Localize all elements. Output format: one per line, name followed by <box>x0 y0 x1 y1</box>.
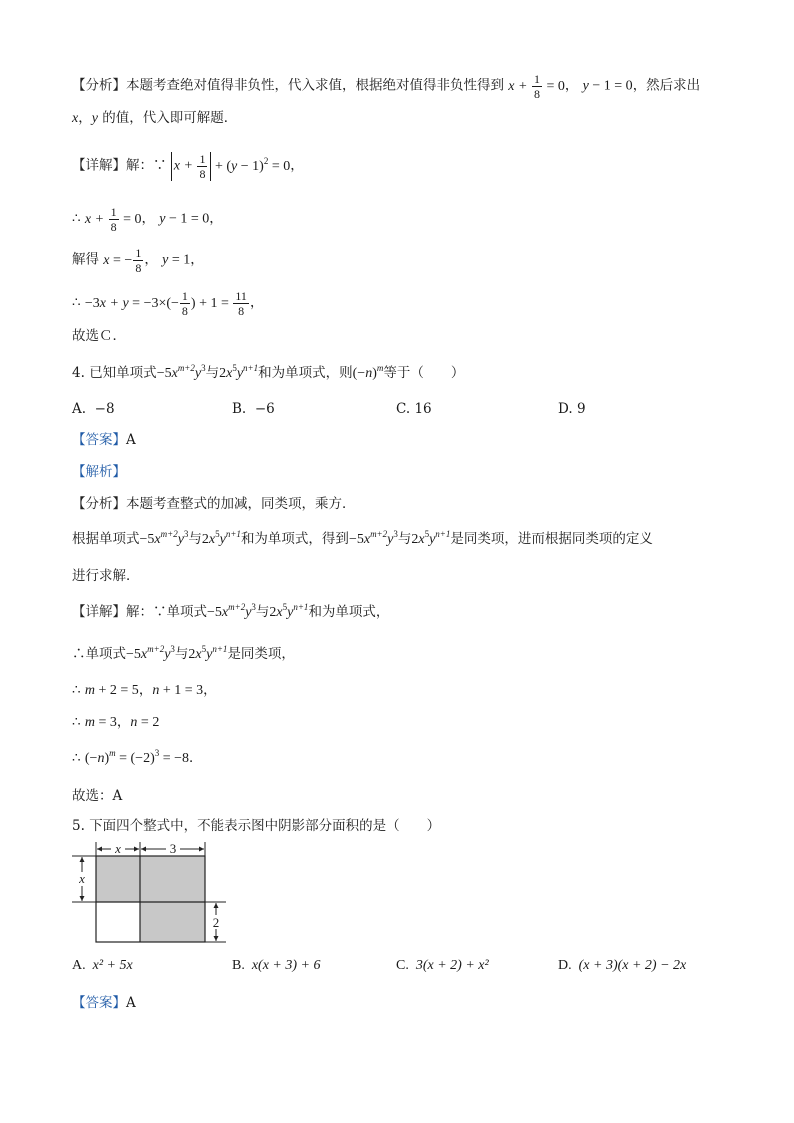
option-c[interactable]: C. 3(x + 2) + x² <box>396 958 489 973</box>
math-step: ∴ $(-n)^m = (-2)^3 = -8$． <box>72 748 203 766</box>
label-x-side: x <box>79 871 85 886</box>
reason-text: 与 <box>397 531 412 547</box>
stem-text: 与 <box>205 365 220 381</box>
q3-analysis-line2: x，y 的值，代入即可解题． <box>72 110 238 126</box>
reason-text: 与 <box>188 531 202 547</box>
monomial: $-5x^{m+2}y^3$ <box>156 363 206 381</box>
stem-text: 和为单项式，则 <box>258 365 353 381</box>
detail-tag: 【详解】 <box>72 604 126 620</box>
math-step: ∴ −3x + y = −3×(− $\frac{1}{8}$ ) + 1 = $\frac{11}{8}$ ， <box>72 289 264 318</box>
monomial: $-5x^{m+2}y^3$ <box>126 644 175 662</box>
question-number: 5. <box>72 818 85 834</box>
reason-text: 是同类项，进而根据同类项的定义 <box>450 531 653 547</box>
detail-text: 和为单项式， <box>308 604 390 620</box>
label-2: 2 <box>212 915 220 930</box>
q4-analysis <box>72 494 356 514</box>
shaded-square <box>96 856 140 902</box>
math-step: ∴ m = 3，n = 2 <box>72 714 160 730</box>
reason-text: 根据单项式 <box>72 531 140 547</box>
option-a[interactable]: A. x² + 5x <box>72 958 133 973</box>
area-figure <box>70 840 240 950</box>
question-number: 4. <box>72 365 85 381</box>
q4-options <box>72 399 672 419</box>
label-x-top: x <box>115 841 121 856</box>
q4-stem <box>72 363 464 384</box>
expression: $(-n)^m$ <box>352 363 384 381</box>
q4-answer <box>72 430 136 450</box>
monomial: $2x^5y^{n+1}$ <box>269 602 309 620</box>
detail-text: 解：∵ <box>126 157 167 174</box>
q4-reason-line1 <box>72 529 653 550</box>
monomial: $-5x^{m+2}y^3$ <box>139 529 189 547</box>
stem-text: 下面四个整式中，不能表示图中阴影部分面积的是（ ） <box>89 818 441 834</box>
option-d[interactable]: D. (x + 3)(x + 2) − 2x <box>558 958 687 973</box>
monomial: $-5x^{m+2}y^3$ <box>348 529 398 547</box>
monomial: $2x^5y^{n+1}$ <box>201 529 241 547</box>
answer-tag: 【答案】 <box>72 432 126 448</box>
math-vars: y <box>91 111 98 126</box>
analysis-tag: 【分析】 <box>72 496 126 512</box>
option-c[interactable]: C. 16 <box>396 401 432 417</box>
math-step: 解得 x = − $\frac{1}{8}$ ， y = 1， <box>72 246 204 275</box>
analysis-text: 本题考查整式的加减，同类项，乘方． <box>126 496 356 512</box>
math-step: ∴ m + 2 = 5，n + 1 = 3， <box>72 682 217 698</box>
math-vars: x <box>72 111 79 126</box>
monomial: $2x^5y^{n+1}$ <box>188 644 228 662</box>
equation: x + $\frac{1}{8}$ = 0 <box>508 72 565 101</box>
q4-reason-line2: 进行求解． <box>72 568 140 584</box>
step-text: 是同类项， <box>227 646 295 662</box>
label-3: 3 <box>169 841 177 856</box>
q5-answer <box>72 993 136 1013</box>
reason-text: 和为单项式，得到 <box>240 531 349 547</box>
answer-value: A <box>126 432 136 448</box>
q5-options <box>72 956 732 976</box>
q4-detail <box>72 602 389 623</box>
q4-conclusion: 故选：A <box>72 788 123 804</box>
shaded-top-right <box>140 856 205 902</box>
monomial: $2x^5y^{n+1}$ <box>411 529 451 547</box>
math-step: ∴ x + $\frac{1}{8}$ = 0， y − 1 = 0， <box>72 205 223 234</box>
stem-text: 等于（ ） <box>383 365 465 381</box>
detail-text: 与 <box>255 604 270 620</box>
stem-text: 已知单项式 <box>89 365 157 381</box>
answer-value: A <box>126 995 136 1011</box>
solve-word: 解得 <box>72 251 99 268</box>
step-text: 与 <box>174 646 189 662</box>
q5-stem <box>72 816 440 836</box>
option-d[interactable]: D. 9 <box>558 401 586 417</box>
detail-tag: 【详解】 <box>72 157 126 174</box>
option-a[interactable]: A. −8 <box>72 401 115 417</box>
detail-text: 解：∵单项式 <box>126 604 207 620</box>
option-b[interactable]: B. −6 <box>232 401 275 417</box>
shaded-bottom-right <box>140 902 205 942</box>
monomial: $2x^5y^{n+1}$ <box>219 363 259 381</box>
q3-conclusion: 故选Ｃ． <box>72 328 126 344</box>
analysis-tag: 【分析】 <box>72 77 126 94</box>
explain-tag: 【解析】 <box>72 464 126 480</box>
analysis-text: ，然后求出 <box>632 77 701 94</box>
answer-tag: 【答案】 <box>72 995 126 1011</box>
option-b[interactable]: B. x(x + 3) + 6 <box>232 958 321 973</box>
step-text: ∴单项式 <box>72 646 126 662</box>
math-step <box>72 644 295 665</box>
analysis-text: 的值，代入即可解题． <box>102 110 238 126</box>
monomial: $-5x^{m+2}y^3$ <box>207 602 256 620</box>
analysis-text: 本题考查绝对值得非负性，代入求值，根据绝对值得非负性得到 <box>126 77 504 94</box>
equation: y − 1 = 0 <box>582 78 633 94</box>
q3-analysis-line1: 【分析】本题考查绝对值得非负性，代入求值，根据绝对值得非负性得到 x + $\frac{1}{8}$ = 0， y − 1 = 0，然后求出 <box>72 72 701 101</box>
equation: x + $\frac{1}{8}$ + $(y - 1)^2 = 0$ <box>171 159 290 174</box>
q3-detail-line: 【详解】解：∵ x + $\frac{1}{8}$ + $(y - 1)^2 = 0$， <box>72 152 304 181</box>
